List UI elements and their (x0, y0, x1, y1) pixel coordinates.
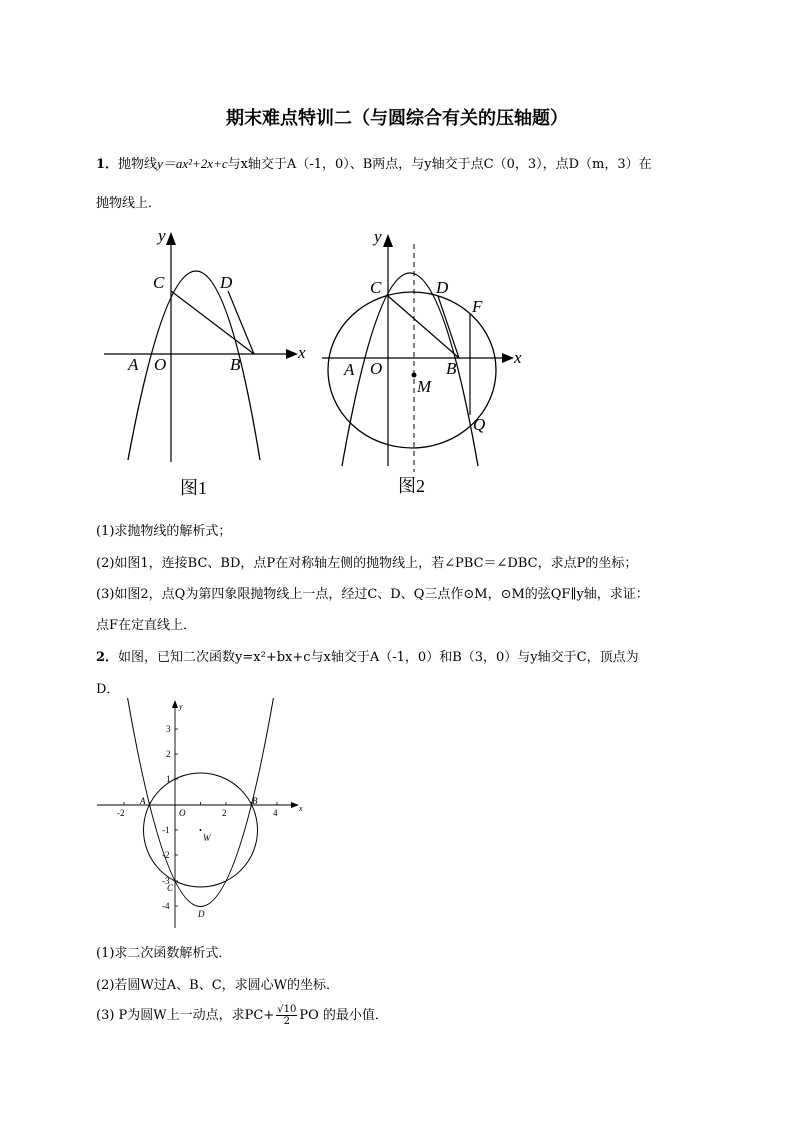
fig3-label-c: C (167, 883, 174, 893)
q2-number: 2． (96, 650, 119, 665)
fraction-numerator: √10 (277, 1004, 297, 1015)
fig3-x-arrow (291, 802, 299, 808)
fig3-label-w: W (203, 833, 211, 843)
fig2-label-b: B (446, 359, 457, 378)
q1-line2: 抛物线上． (96, 196, 162, 211)
q1-figure-1 (100, 222, 315, 507)
fig2-label-o: O (370, 359, 383, 378)
fig1-label-b: B (230, 355, 241, 374)
fig1-label-y: y (158, 226, 166, 245)
q1-part3-line1: (3)如图2，点Q为第四象限抛物线上一点，经过C、D、Q三点作⊙M，⊙M的弦QF∥y轴，求证： (96, 587, 649, 602)
fig3-label-b: B (252, 796, 258, 806)
fig3-label-d: D (198, 909, 205, 919)
q2-part2: (2)若圆W过A、B、C，求圆心W的坐标． (96, 978, 340, 993)
fig3-ticks (124, 729, 277, 906)
fig3-label-o: O (179, 808, 186, 818)
fig2-label-f: F (472, 297, 483, 316)
fig2-x-arrow (502, 353, 514, 363)
q2-figure (95, 698, 310, 933)
fig2-label-d: D (436, 278, 449, 297)
fig3-xtick-label: -2 (117, 808, 125, 818)
fig2-label-a: A (344, 360, 355, 379)
fig1-x-arrow (286, 349, 298, 359)
fig3-ytick-label: 1 (166, 774, 171, 784)
fraction-denominator: 2 (283, 1016, 290, 1027)
fig1-label-o: O (154, 355, 167, 374)
q2-part3-prefix: (3) P为圆W上一动点，求PC+ (96, 1008, 275, 1023)
fig1-label-d: D (220, 273, 233, 292)
fig3-ytick-label: 3 (166, 724, 171, 734)
fig3-center-w (200, 829, 202, 831)
fig2-label-m: M (417, 377, 432, 396)
fig2-caption: 图2 (398, 476, 425, 496)
fig3-label-y: y (179, 702, 183, 711)
q1-text-b: 与x轴交于A（-1，0）、B两点，与y轴交于点C（0，3），点D（m，3）在 (227, 157, 652, 172)
fig3-y-arrow (172, 700, 178, 708)
fig3-ytick-label: -3 (162, 876, 170, 886)
fig2-parabola (342, 273, 478, 466)
fig1-caption: 图1 (180, 478, 207, 498)
q1-line1 (96, 153, 652, 172)
fig1-y-arrow (166, 232, 176, 245)
fig1-label-a: A (128, 355, 139, 374)
fig3-ytick-label: -1 (162, 825, 170, 835)
q1-part3-line2: 点F在定直线上． (96, 618, 197, 633)
q1-figure-2 (318, 222, 533, 507)
fig3-ytick-label: -2 (162, 850, 170, 860)
fig3-label-x: x (299, 804, 303, 813)
fig3-ytick-label: -4 (162, 901, 170, 911)
fig2-y-arrow (383, 234, 393, 247)
q2-line1 (96, 646, 639, 665)
fig2-center-m (412, 373, 417, 378)
q1-part2: (2)如图1，连接BC、BD，点P在对称轴左侧的抛物线上，若∠PBC＝∠DBC，求点P的坐标； (96, 556, 638, 571)
fig2-label-y: y (374, 227, 382, 246)
fig3-label-a: A (140, 796, 146, 806)
fig3-xtick-label: 2 (222, 808, 227, 818)
q2-part3-suffix: PO 的最小值． (299, 1008, 388, 1023)
fig1-label-x: x (298, 343, 306, 362)
q1-text-a: 抛物线 (118, 157, 158, 172)
sqrt10-over-2-fraction (276, 1004, 297, 1027)
page-title: 期末难点特训二（与圆综合有关的压轴题） (226, 108, 568, 129)
fig1-label-c: C (153, 273, 165, 292)
fig3-xtick-label: 4 (273, 808, 278, 818)
fig2-label-q: Q (473, 415, 486, 434)
q2-line2: D． (96, 682, 120, 697)
q1-equation: y＝ax²+2x+c (157, 156, 228, 171)
q2-part3 (96, 1004, 388, 1027)
fig2-label-x: x (514, 348, 522, 367)
q1-part1: (1)求抛物线的解析式； (96, 524, 232, 539)
q2-text-a: 如图，已知二次函数y=x²+bx+c与x轴交于A（-1，0）和B（3，0）与y轴交于C，顶点为 (118, 650, 639, 665)
q2-part1: (1)求二次函数解析式． (96, 946, 232, 961)
fig3-ytick-label: 2 (166, 749, 171, 759)
fig2-label-c: C (370, 278, 382, 297)
q1-number: 1． (96, 157, 119, 172)
